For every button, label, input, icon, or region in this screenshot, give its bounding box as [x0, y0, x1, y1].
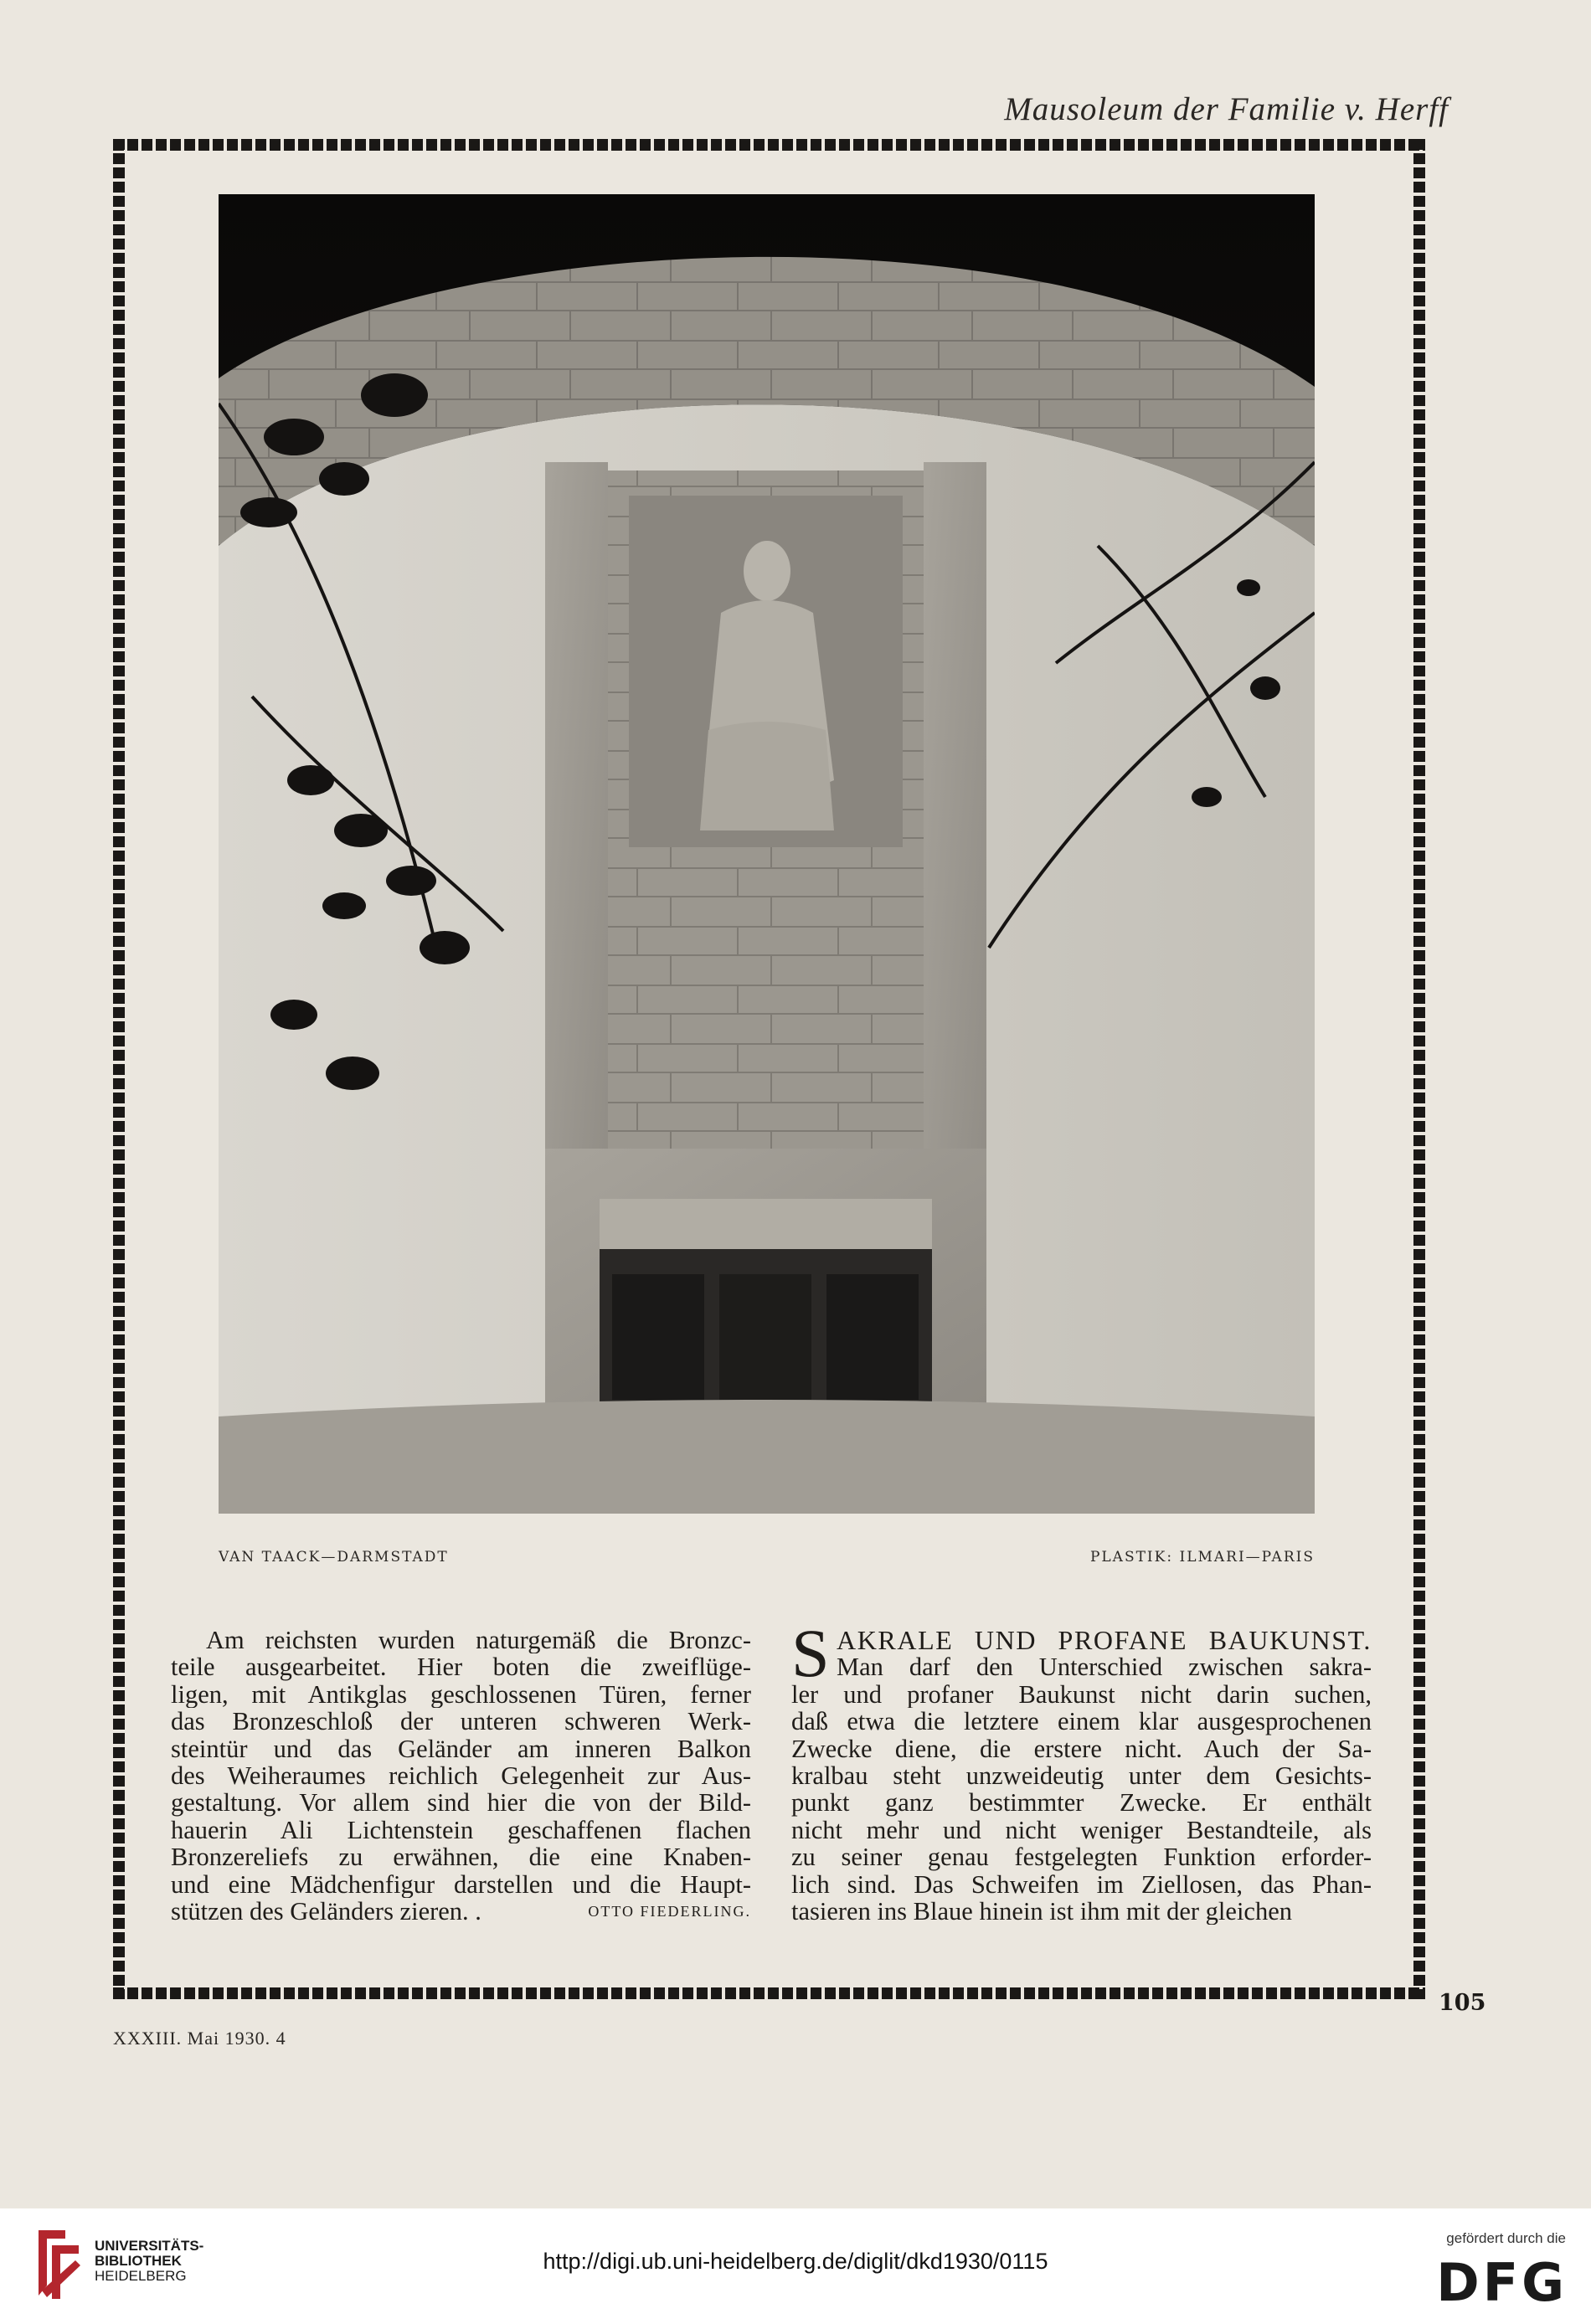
library-name: UNIVERSITÄTS- BIBLIOTHEK HEIDELBERG: [95, 2238, 204, 2284]
text-line: teile ausgearbeitet. Hier boten die zweiflüge-: [171, 1653, 751, 1681]
text-line: nicht mehr und nicht weniger Bestandteile, als: [791, 1816, 1372, 1844]
text-line: des Weiheraumes reichlich Gelegenheit zur Aus-: [171, 1762, 751, 1790]
mausoleum-photograph: [219, 194, 1315, 1514]
digitization-footer: [0, 2208, 1591, 2324]
funded-by-label: gefördert durch die: [1446, 2230, 1566, 2246]
text-line: Man darf den Unterschied zwischen sakra-: [837, 1653, 1372, 1681]
text-line: tasieren ins Blaue hinein ist ihm mit der gleichen: [791, 1898, 1292, 1926]
photo-credit-right: PLASTIK: ILMARI—PARIS: [1089, 1549, 1315, 1566]
text-line: und eine Mädchenfigur darstellen und die Haupt-: [171, 1870, 751, 1899]
text-line: lich sind. Das Schweifen im Ziellosen, das Phan-: [791, 1870, 1372, 1899]
border-top: [113, 139, 1425, 151]
section-heading: AKRALE UND PROFANE BAUKUNST.: [837, 1627, 1372, 1654]
running-title: Mausoleum der Familie v. Herff: [1004, 91, 1449, 127]
drop-cap: S: [791, 1615, 830, 1691]
dfg-logo: DFG: [1436, 2252, 1568, 2313]
text-line: Bronzereliefs zu erwähnen, die eine Knaben-: [171, 1843, 751, 1871]
text-line: steintür und das Geländer am inneren Balkon: [171, 1735, 751, 1763]
text-line: das Bronzeschloß der unteren schweren Werk-: [171, 1708, 751, 1735]
text-line: kralbau steht unzweideutig unter dem Gesichts-: [791, 1762, 1372, 1790]
text-line: zu seiner genau festgelegten Funktion erforder-: [791, 1843, 1372, 1871]
text-line: gestaltung. Vor allem sind hier die von der Bild-: [171, 1789, 751, 1817]
permalink-url[interactable]: http://digi.ub.uni-heidelberg.de/diglit/dkd1930/0115: [543, 2249, 1048, 2274]
mausoleum-illustration: [219, 194, 1315, 1514]
border-left: [113, 139, 125, 1999]
author-name: OTTO FIEDERLING.: [588, 1903, 751, 1920]
border-right: [1413, 139, 1425, 1999]
photo-credit-left: VAN TAACK—DARMSTADT: [219, 1549, 449, 1566]
text-line: ler und profaner Baukunst nicht darin suchen,: [791, 1680, 1372, 1709]
text-line: Am reichsten wurden naturgemäß die Bronzc-: [206, 1627, 751, 1654]
text-line: stützen des Geländers zieren. .: [171, 1898, 481, 1926]
volume-issue-line: XXXIII. Mai 1930. 4: [113, 2028, 286, 2049]
border-bottom: [113, 1987, 1425, 1999]
right-column-text: [791, 1615, 1372, 1926]
page-number: 105: [1439, 1990, 1486, 2016]
text-line: punkt ganz bestimmter Zwecke. Er enthält: [791, 1789, 1372, 1817]
text-line: ligen, mit Antikglas geschlossenen Türen, ferner: [171, 1680, 751, 1709]
text-line: hauerin Ali Lichtenstein geschaffenen flachen: [171, 1816, 751, 1844]
left-column-text: [171, 1627, 751, 1925]
text-line: Zwecke diene, die erstere nicht. Auch der Sa-: [791, 1735, 1372, 1763]
text-line: daß etwa die letztere einem klar ausgesprochenen: [791, 1708, 1372, 1735]
signature-line: [171, 1898, 751, 1925]
